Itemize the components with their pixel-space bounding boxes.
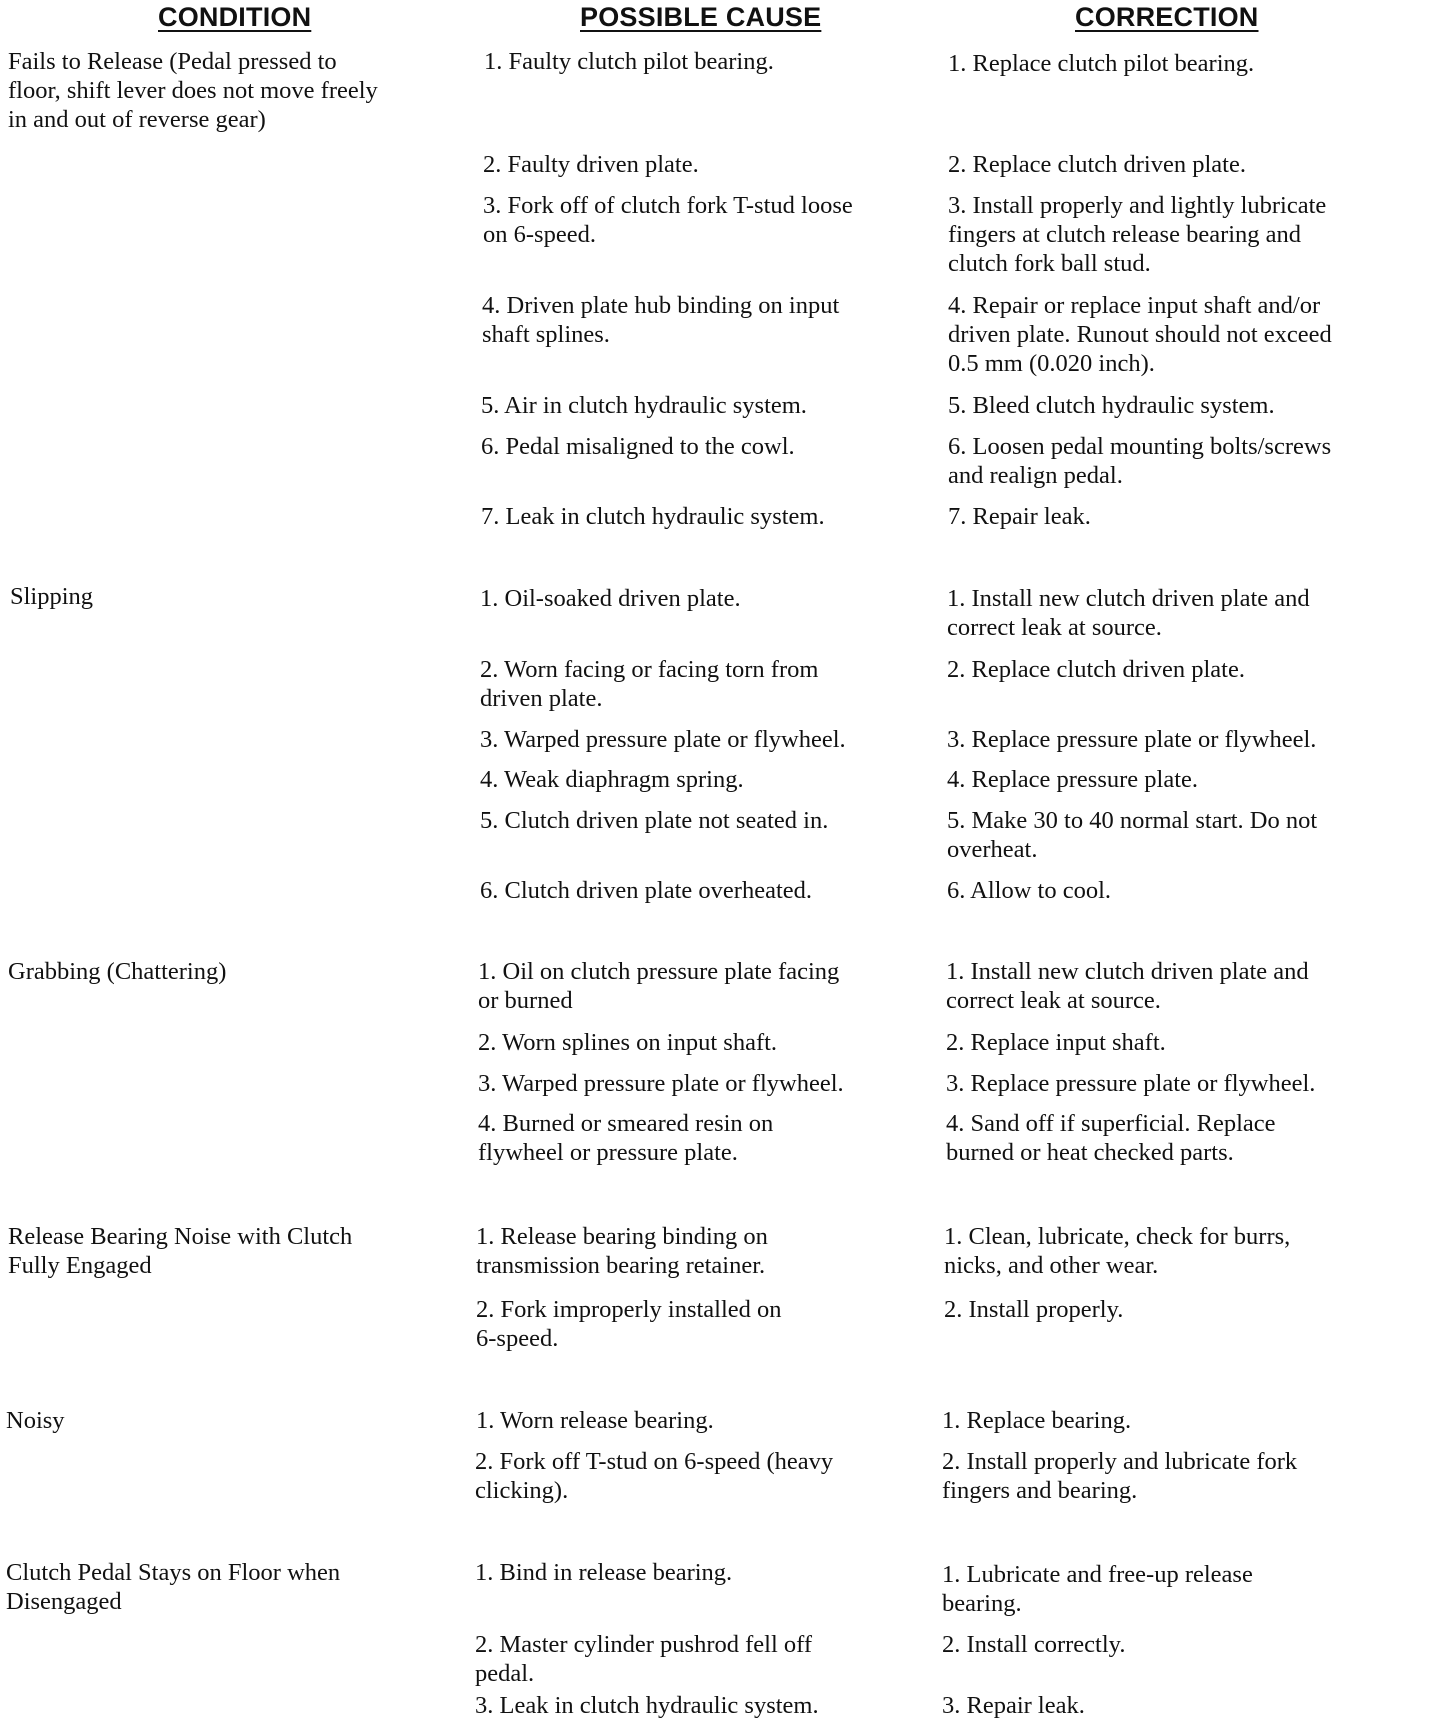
cause-item: 4. Weak diaphragm spring. [480,766,744,793]
cause-item: 1. Faulty clutch pilot bearing. [484,48,774,75]
cause-item: 2. Worn facing or facing torn from driven plate. [480,656,819,712]
correction-item: 3. Repair leak. [942,1692,1085,1719]
correction-item: 2. Install properly. [944,1296,1124,1323]
correction-item: 3. Install properly and lightly lubricate fingers at clutch release bearing and clutch fork ball stud. [948,192,1327,277]
header-condition: CONDITION [158,2,312,32]
correction-item: 1. Lubricate and free-up release bearing. [942,1561,1253,1617]
correction-item: 2. Replace input shaft. [946,1029,1166,1056]
cause-item: 5. Air in clutch hydraulic system. [481,392,807,419]
cause-item: 1. Worn release bearing. [476,1407,714,1434]
correction-item: 4. Sand off if superficial. Replace burned or heat checked parts. [946,1110,1276,1166]
correction-item: 2. Install correctly. [942,1631,1126,1658]
cause-item: 2. Worn splines on input shaft. [478,1029,778,1056]
condition-slipping: Slipping [10,583,94,610]
condition-clutch-pedal-stays: Clutch Pedal Stays on Floor when Disengaged [6,1559,341,1615]
correction-item: 6. Allow to cool. [947,877,1112,904]
header-correction: CORRECTION [1075,2,1259,32]
condition-release-bearing-noise: Release Bearing Noise with Clutch Fully Engaged [8,1223,353,1279]
correction-item: 1. Install new clutch driven plate and correct leak at source. [947,585,1310,641]
cause-item: 2. Faulty driven plate. [483,151,699,178]
correction-item: 1. Replace clutch pilot bearing. [948,50,1255,77]
cause-item: 4. Burned or smeared resin on flywheel or pressure plate. [478,1110,774,1166]
cause-item: 7. Leak in clutch hydraulic system. [481,503,825,530]
cause-item: 2. Fork improperly installed on 6-speed. [476,1296,782,1352]
cause-item: 3. Fork off of clutch fork T-stud loose on 6-speed. [483,192,853,248]
correction-item: 3. Replace pressure plate or flywheel. [947,726,1317,753]
correction-item: 4. Replace pressure plate. [947,766,1199,793]
cause-item: 4. Driven plate hub binding on input shaft splines. [482,292,840,348]
header-possible-cause: POSSIBLE CAUSE [580,2,822,32]
correction-item: 3. Replace pressure plate or flywheel. [946,1070,1316,1097]
correction-item: 1. Replace bearing. [942,1407,1132,1434]
cause-item: 3. Warped pressure plate or flywheel. [478,1070,844,1097]
cause-item: 6. Clutch driven plate overheated. [480,877,812,904]
condition-grabbing: Grabbing (Chattering) [8,958,227,985]
cause-item: 6. Pedal misaligned to the cowl. [481,433,795,460]
correction-item: 6. Loosen pedal mounting bolts/screws and realign pedal. [948,433,1332,489]
correction-item: 1. Install new clutch driven plate and correct leak at source. [946,958,1309,1014]
cause-item: 1. Oil on clutch pressure plate facing or burned [478,958,840,1014]
correction-item: 7. Repair leak. [948,503,1091,530]
cause-item: 5. Clutch driven plate not seated in. [480,807,829,834]
cause-item: 2. Fork off T-stud on 6-speed (heavy clicking). [475,1448,834,1504]
cause-item: 1. Oil-soaked driven plate. [480,585,741,612]
cause-item: 3. Warped pressure plate or flywheel. [480,726,846,753]
condition-fails-to-release: Fails to Release (Pedal pressed to floor, shift lever does not move freely in and out of reverse gear) [8,48,378,133]
correction-item: 2. Replace clutch driven plate. [947,656,1245,683]
cause-item: 3. Leak in clutch hydraulic system. [475,1692,819,1719]
correction-item: 5. Bleed clutch hydraulic system. [948,392,1275,419]
cause-item: 2. Master cylinder pushrod fell off pedal. [475,1631,813,1687]
condition-noisy: Noisy [6,1407,65,1434]
correction-item: 2. Replace clutch driven plate. [948,151,1246,178]
correction-item: 4. Repair or replace input shaft and/or driven plate. Runout should not exceed 0.5 mm (0.020 inch). [948,292,1332,377]
correction-item: 1. Clean, lubricate, check for burrs, nicks, and other wear. [944,1223,1291,1279]
cause-item: 1. Bind in release bearing. [475,1559,733,1586]
cause-item: 1. Release bearing binding on transmission bearing retainer. [476,1223,768,1279]
correction-item: 5. Make 30 to 40 normal start. Do not overheat. [947,807,1318,863]
correction-item: 2. Install properly and lubricate fork fingers and bearing. [942,1448,1298,1504]
